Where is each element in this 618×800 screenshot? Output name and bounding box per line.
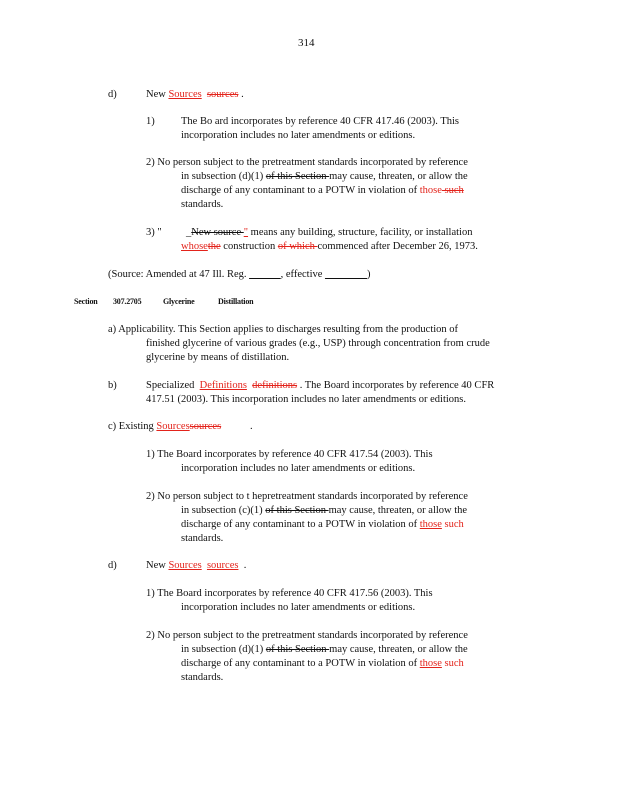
paragraph-line: incorporation includes no later amendments or editions. (181, 463, 416, 474)
deleted-text: New source (191, 227, 244, 238)
section-label: Section (74, 297, 98, 306)
blank-date: ________ (325, 269, 368, 280)
text: commenced after December 26, 1973. (317, 241, 478, 252)
source-text: ) (367, 269, 371, 280)
deleted-text: such (441, 185, 464, 196)
paragraph-line (146, 380, 494, 391)
source-text: , effective (280, 269, 326, 280)
deleted-text: of this Section (265, 644, 330, 655)
paragraph-line: standards. (181, 199, 224, 210)
subsection-d-heading: New Sources sources . (146, 89, 244, 100)
text: in subsection (d)(1) (181, 644, 266, 655)
page-number: 314 (298, 37, 315, 49)
text: may cause, threaten, or allow the (328, 505, 468, 516)
section-number: 307.2705 (113, 297, 142, 306)
inserted-text: those (419, 658, 442, 669)
section-title-2: Distillation (218, 297, 254, 306)
blank-volume: ______ (249, 269, 281, 280)
paragraph-line: incorporation includes no later amendments or editions. (181, 130, 416, 141)
paragraph-line: 1) The Board incorporates by reference 40 CFR 417.54 (2003). This (146, 449, 433, 460)
text: means any building, structure, facility, or installation (248, 227, 473, 238)
paragraph-line: 2) No person subject to the pretreatment standards incorporated by reference (146, 630, 468, 641)
inserted-text: Sources (168, 89, 202, 100)
text: in subsection (d)(1) (181, 171, 266, 182)
inserted-text: Sources (156, 421, 190, 432)
item-number: 3) " (146, 227, 162, 238)
deleted-text: of this Section (265, 171, 330, 182)
paragraph-line (181, 185, 464, 196)
text: _ (186, 227, 192, 238)
paragraph-line: finished glycerine of various grades (e.g., USP) through concentration from crude (146, 338, 490, 349)
paragraph-line: a) Applicability. This Section applies to discharges resulting from the production of (108, 324, 459, 335)
text: Specialized (146, 380, 198, 391)
subsection-d-label: d) (108, 89, 117, 100)
heading-text: c) Existing (108, 421, 157, 432)
source-text: (Source: Amended at 47 Ill. Reg. (108, 269, 250, 280)
inserted-text: Sources (168, 560, 202, 571)
paragraph-line: The Bo ard incorporates by reference 40 CFR 417.46 (2003). This (181, 116, 459, 127)
text: construction (220, 241, 278, 252)
subsection-b-label: b) (108, 380, 117, 391)
inserted-text: those (419, 185, 442, 196)
paragraph-line: glycerine by means of distillation. (146, 352, 290, 363)
paragraph-line (181, 241, 478, 252)
paragraph-line: 2) No person subject to the pretreatment standards incorporated by reference (146, 157, 468, 168)
deleted-text: of this Section (265, 505, 329, 516)
paragraph-line (181, 171, 468, 182)
item-number: 1) (146, 116, 155, 127)
section-title-1: Glycerine (163, 297, 195, 306)
text: in subsection (c)(1) (181, 505, 266, 516)
paragraph-line (186, 227, 472, 238)
deleted-text: of which (277, 241, 318, 252)
text: discharge of any contaminant to a POTW in violation of (181, 185, 420, 196)
paragraph-line: 417.51 (2003). This incorporation includes no later amendments or editions. (146, 394, 466, 405)
subsection-d-label: d) (108, 560, 117, 571)
text: discharge of any contaminant to a POTW in violation of (181, 519, 420, 530)
text: may cause, threaten, or allow the (329, 171, 468, 182)
text: discharge of any contaminant to a POTW in violation of (181, 658, 420, 669)
inserted-text: those (419, 519, 442, 530)
paragraph-line (181, 658, 464, 669)
heading-text: New (146, 560, 169, 571)
paragraph-line: 2) No person subject to t hepretreatment standards incorporated by reference (146, 491, 468, 502)
paragraph-line: incorporation includes no later amendments or editions. (181, 602, 416, 613)
heading-text: New (146, 89, 169, 100)
subsection-c-heading: c) Existing Sourcessources . (108, 421, 253, 432)
inserted-text: Definitions (199, 380, 247, 391)
deleted-text: sources (189, 421, 222, 432)
deleted-text: definitions (252, 380, 298, 391)
text: . The Board incorporates by reference 40 CFR (297, 380, 495, 391)
trailing-text: such (441, 658, 464, 669)
text: may cause, threaten, or allow the (329, 644, 468, 655)
source-note (108, 269, 371, 280)
paragraph-line (181, 505, 467, 516)
trailing-text: such (441, 519, 464, 530)
inserted-text: whose (181, 241, 208, 252)
subsection-d-heading: New Sources sources . (146, 560, 247, 571)
paragraph-line (181, 644, 468, 655)
deleted-text: the (207, 241, 221, 252)
paragraph-line: standards. (181, 533, 224, 544)
inserted-text: " (243, 227, 249, 238)
paragraph-line: standards. (181, 672, 224, 683)
paragraph-line: 1) The Board incorporates by reference 40 CFR 417.56 (2003). This (146, 588, 433, 599)
trailing-text: sources (206, 560, 239, 571)
paragraph-line (181, 519, 464, 530)
deleted-text: sources (206, 89, 239, 100)
